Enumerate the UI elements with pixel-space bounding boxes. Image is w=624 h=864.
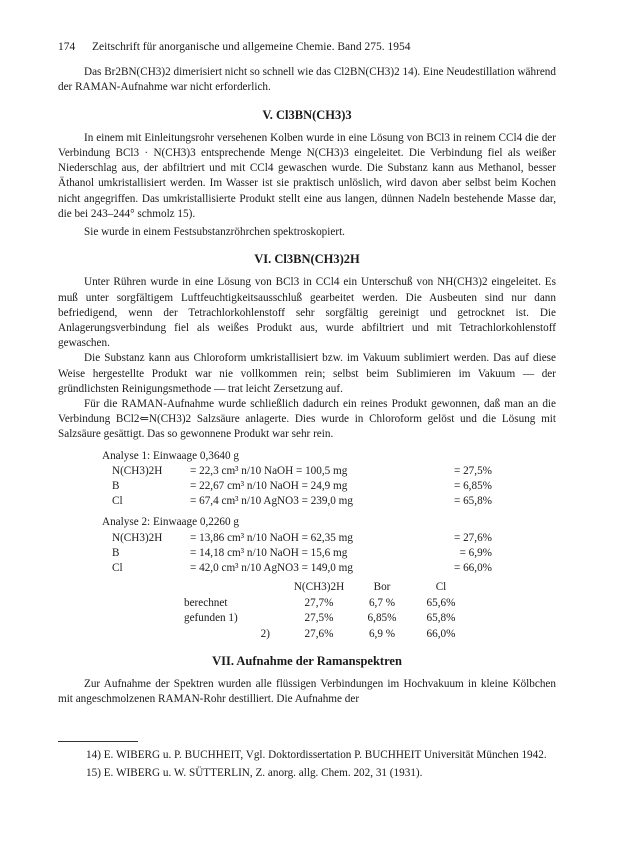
calc-cell: = 67,4 cm³ n/10 AgNO3 = 239,0 mg bbox=[190, 495, 353, 508]
footnote-text: E. WIBERG u. P. BUCHHEIT, Vgl. Doktordissertation P. BUCHHEIT Universität München 1942. bbox=[103, 749, 547, 761]
row-label: berechnet bbox=[184, 596, 228, 609]
footnotes bbox=[58, 741, 556, 784]
running-head bbox=[58, 40, 556, 55]
percent-cell: = 65,8% bbox=[453, 495, 492, 508]
footnote-divider bbox=[58, 741, 138, 742]
percent-cell: = 6,9% bbox=[459, 546, 492, 559]
section-v-paragraph-2: Sie wurde in einem Festsubstanzröhrchen spektroskopiert. bbox=[84, 226, 345, 239]
value-cell: 27,6% bbox=[304, 627, 334, 640]
table-row bbox=[112, 546, 492, 561]
value-cell: 27,7% bbox=[304, 596, 334, 609]
page-number: 174 bbox=[58, 41, 76, 53]
table-row bbox=[184, 596, 472, 611]
page-body bbox=[58, 40, 556, 708]
percent-cell: = 27,5% bbox=[453, 464, 492, 477]
section-vi-paragraph-1: Unter Rühren wurde in eine Lösung von BCl3 in CCl4 ein Unterschuß von NH(CH3)2 eingeleitet. Es muß unter sorgfältigem Luftfeuchtigkeitsausschluß gearbeitet werden. Die Ausbeuten sind nur dann befriedigend, wenn der Tetrachlorkohlenstoff sehr sorgfältig gereinigt und getrocknet ist. Die Anlagerungsverbindung fiel als weißes Produkt aus, wurde abfiltriert und mit Tetrachlorkohlenstoff gewaschen. bbox=[58, 276, 556, 350]
column-header: N(CH3)2H bbox=[293, 581, 345, 594]
analysis-2-header: Analyse 2: Einwaage 0,2260 g bbox=[102, 516, 240, 529]
footnote-15 bbox=[58, 766, 556, 781]
summary-header-row bbox=[184, 580, 472, 595]
section-v-title: V. Cl3BN(CH3)3 bbox=[262, 107, 352, 122]
value-cell: 6,85% bbox=[367, 612, 397, 625]
element-cell: N(CH3)2H bbox=[112, 464, 163, 477]
value-cell: 27,5% bbox=[304, 612, 334, 625]
journal-title: Zeitschrift für anorganische und allgemeine Chemie. Band 275. 1954 bbox=[92, 41, 411, 53]
value-cell: 6,7 % bbox=[368, 596, 396, 609]
calc-cell: = 22,67 cm³ n/10 NaOH = 24,9 mg bbox=[190, 480, 348, 493]
table-row bbox=[112, 531, 492, 546]
value-cell: 65,8% bbox=[426, 612, 456, 625]
calc-cell: = 14,18 cm³ n/10 NaOH = 15,6 mg bbox=[190, 546, 348, 559]
percent-cell: = 27,6% bbox=[453, 531, 492, 544]
element-cell: B bbox=[112, 546, 120, 559]
column-header: Cl bbox=[435, 581, 447, 594]
calc-cell: = 13,86 cm³ n/10 NaOH = 62,35 mg bbox=[190, 531, 353, 544]
section-vi-paragraph-3: Für die RAMAN-Aufnahme wurde schließlich dadurch ein reines Produkt gewonnen, daß man an die Verbindung BCl2⇐N(CH3)2 Salzsäure anlagerte. Dies wurde in Chloroform gelöst und die Lösung mit Salzsäure gesättigt. Das so gewonnene Produkt war sehr rein. bbox=[58, 398, 556, 441]
percent-cell: = 66,0% bbox=[453, 562, 492, 575]
table-row bbox=[112, 479, 492, 494]
analysis-2 bbox=[102, 515, 556, 576]
column-header: Bor bbox=[373, 581, 391, 594]
table-row bbox=[112, 464, 492, 479]
section-vii-title: VII. Aufnahme der Ramanspektren bbox=[212, 653, 402, 668]
element-cell: N(CH3)2H bbox=[112, 531, 163, 544]
value-cell: 6,9 % bbox=[368, 627, 396, 640]
calc-cell: = 22,3 cm³ n/10 NaOH = 100,5 mg bbox=[190, 464, 348, 477]
section-vii-paragraph-1: Zur Aufnahme der Spektren wurden alle flüssigen Verbindungen im Hochvakuum in kleine Kölbchen mit angeschmolzenen RAMAN-Rohr destilliert. Die Aufnahme der bbox=[58, 678, 556, 706]
analysis-1-header: Analyse 1: Einwaage 0,3640 g bbox=[102, 449, 240, 462]
element-cell: Cl bbox=[112, 495, 123, 508]
table-row bbox=[112, 561, 492, 576]
row-label: 2) bbox=[260, 627, 270, 640]
table-row bbox=[112, 494, 492, 509]
value-cell: 66,0% bbox=[426, 627, 456, 640]
section-vi-paragraph-2: Die Substanz kann aus Chloroform umkristallisiert bzw. im Vakuum sublimiert werden. Das auf diese Weise hergestellte Produkt war nie vollkommen rein; selbst beim Sublimieren im Vakuum — der gründlichsten Reinigungsmethode — trat leicht Zersetzung auf. bbox=[58, 352, 556, 395]
footnote-mark: 15) bbox=[86, 767, 101, 780]
table-row bbox=[184, 611, 472, 626]
summary-table bbox=[184, 580, 472, 642]
value-cell: 65,6% bbox=[426, 596, 456, 609]
footnote-text: E. WIBERG u. W. SÜTTERLIN, Z. anorg. allg. Chem. 202, 31 (1931). bbox=[103, 767, 423, 780]
analysis-1 bbox=[102, 449, 556, 510]
footnote-14 bbox=[58, 748, 556, 763]
table-row bbox=[184, 627, 472, 642]
analysis-1-table bbox=[112, 464, 492, 510]
section-vi-title: VI. Cl3BN(CH3)2H bbox=[254, 252, 360, 267]
row-label: gefunden 1) bbox=[184, 612, 238, 625]
percent-cell: = 6,85% bbox=[453, 480, 492, 493]
intro-paragraph: Das Br2BN(CH3)2 dimerisiert nicht so schnell wie das Cl2BN(CH3)2 14). Eine Neudestillation während der RAMAN-Aufnahme war nicht erforderlich. bbox=[58, 66, 556, 94]
footnote-mark: 14) bbox=[86, 749, 101, 761]
element-cell: Cl bbox=[112, 562, 123, 575]
section-v-paragraph-1: In einem mit Einleitungsrohr versehenen Kolben wurde in eine Lösung von BCl3 in reinem CCl4 die der Verbindung BCl3 · N(CH3)3 entsprechende Menge N(CH3)3 eingeleitet. Die Verbindung fiel als weißer Niederschlag aus, der abfiltriert und mit CCl4 gewaschen wurde. Die Substanz kann aus Methanol, besser Äthanol umkristallisiert werden. Im Wasser ist sie praktisch unlöslich, wird davon aber selbst beim Kochen nicht angegriffen. Das umkristallisierte Produkt stellt eine aus langen, dünnen Nadeln bestehende Masse dar, die bei 243–244° schmolz 15). bbox=[58, 131, 556, 220]
analysis-2-table bbox=[112, 531, 492, 577]
element-cell: B bbox=[112, 480, 120, 493]
calc-cell: = 42,0 cm³ n/10 AgNO3 = 149,0 mg bbox=[190, 562, 353, 575]
